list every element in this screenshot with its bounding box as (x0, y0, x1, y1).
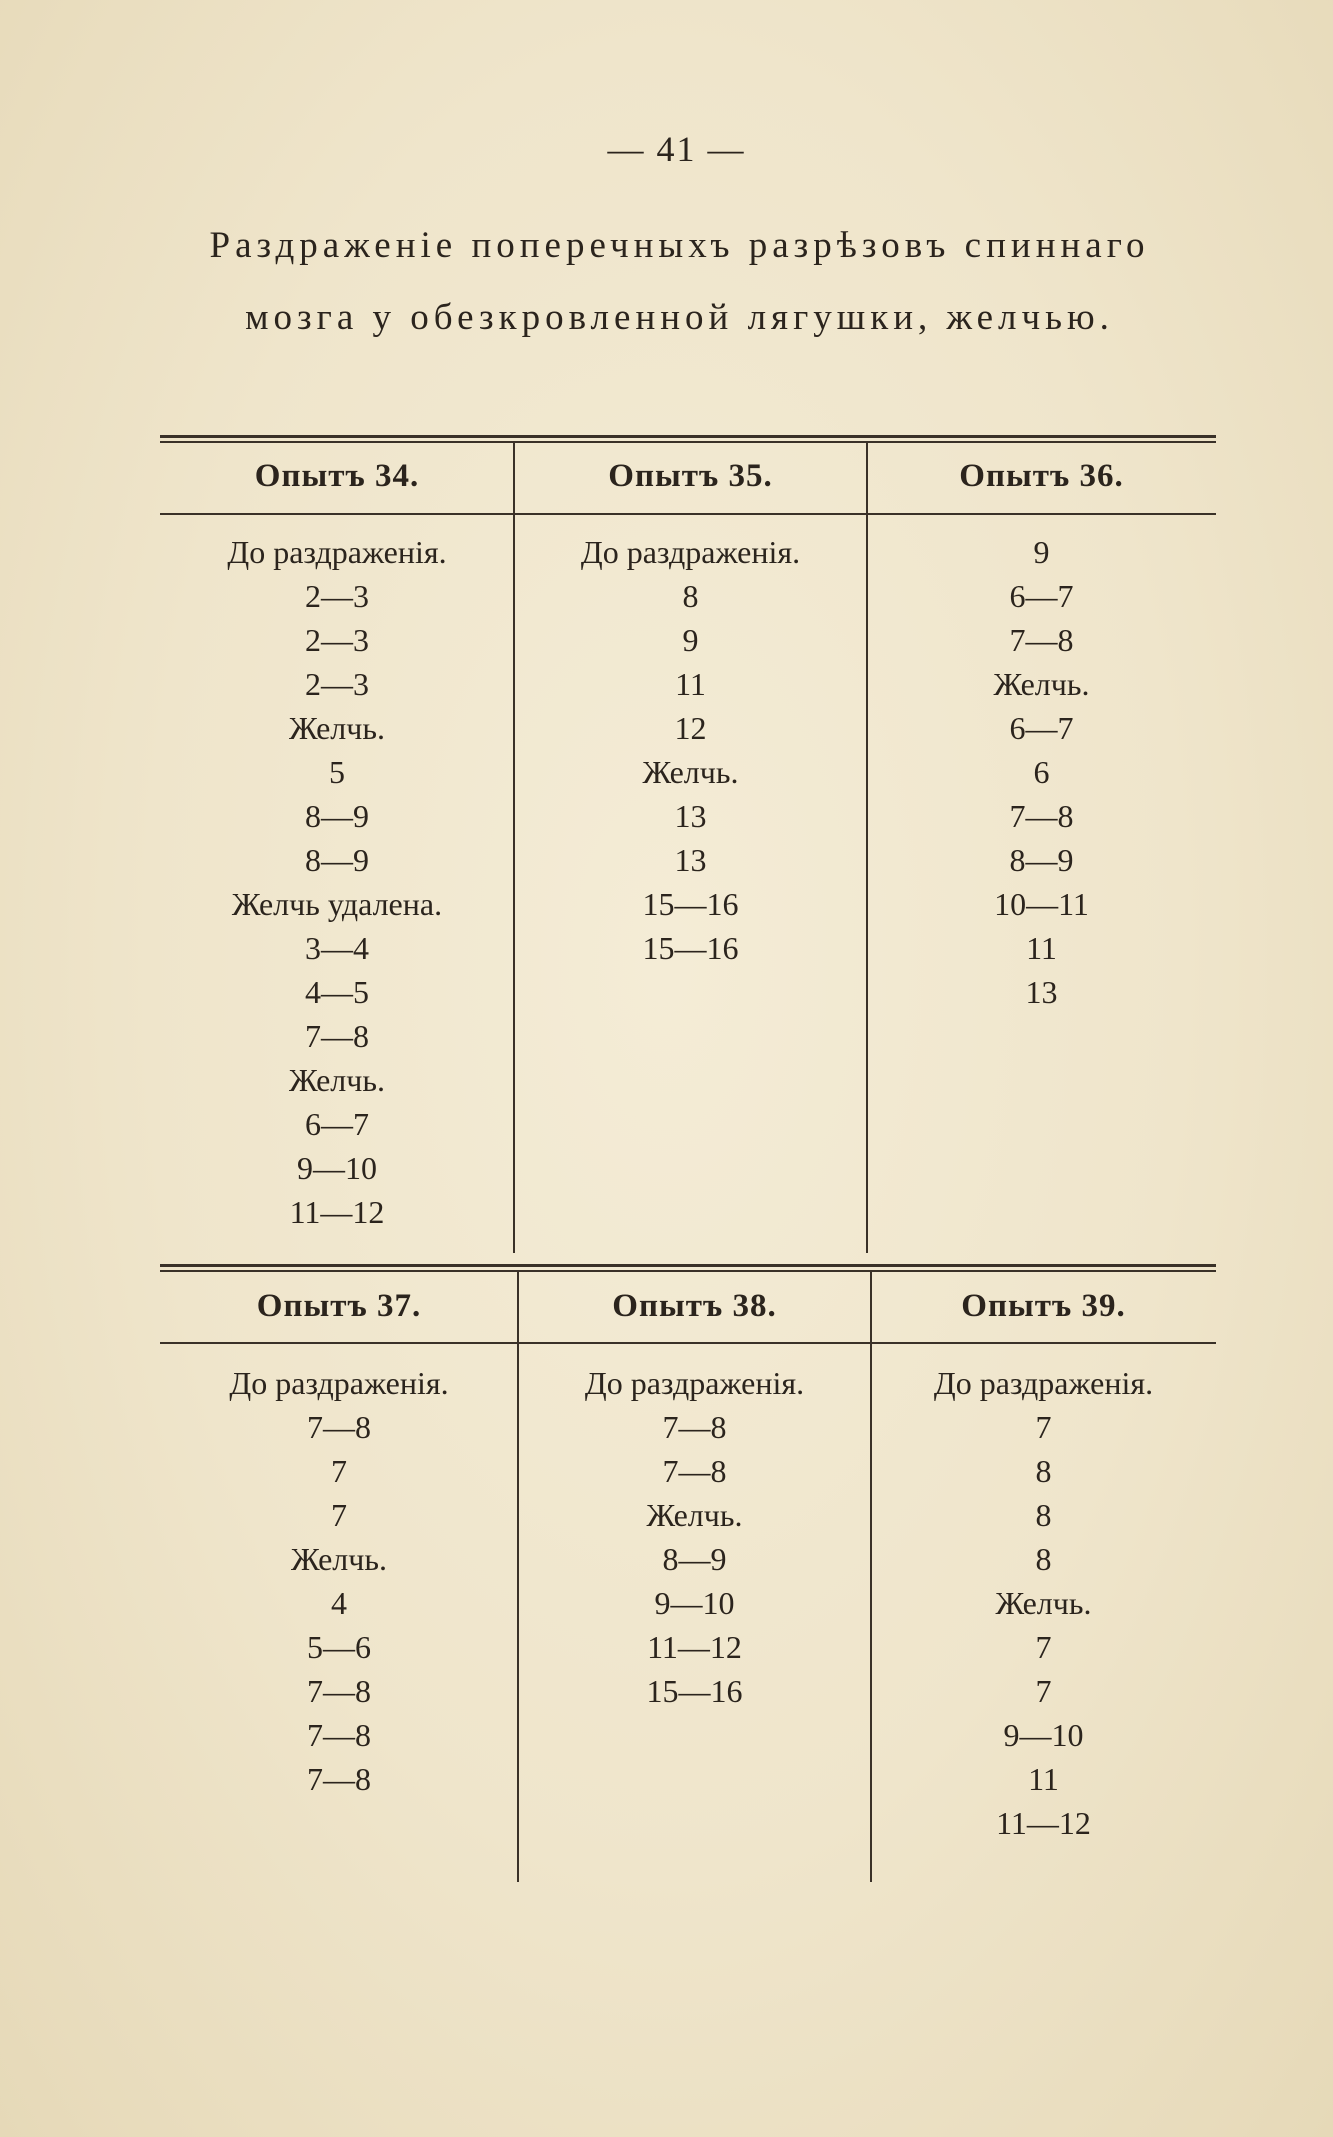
table-cell: 9—10 (654, 1585, 735, 1621)
column-experiment-37 (160, 1361, 518, 1801)
table-2-top-rule (160, 1264, 1216, 1267)
table-cell: 7—8 (307, 1761, 371, 1797)
table-cell: 2—3 (305, 622, 369, 658)
table-cell: 8 (1035, 1497, 1052, 1533)
table-cell: Желчь. (642, 754, 739, 790)
column-experiment-35 (514, 530, 867, 970)
table-2-header-rule (160, 1342, 1216, 1344)
table-cell: 8 (1035, 1541, 1052, 1577)
table-cell: 8 (682, 578, 699, 614)
table-cell: 15—16 (642, 886, 739, 922)
table-cell: 15—16 (646, 1673, 743, 1709)
table-cell: 8—9 (305, 798, 369, 834)
table-cell: 7—8 (305, 1018, 369, 1054)
table-cell: 11—12 (647, 1629, 742, 1665)
table-cell: Желчь. (289, 1062, 385, 1098)
table-cell: 13 (674, 842, 707, 878)
table-cell: 7—8 (1009, 622, 1074, 658)
table-1-header-rule (160, 513, 1216, 515)
table-cell: 13 (1025, 974, 1058, 1010)
column-experiment-38 (518, 1361, 871, 1713)
column-experiment-36 (867, 530, 1216, 1014)
table-cell: 12 (674, 710, 707, 746)
table-cell: 11 (1028, 1761, 1059, 1797)
title-line-2: мозга у обезкровленной лягушки, желчью. (245, 297, 1114, 338)
table-cell: 5—6 (307, 1629, 371, 1665)
table-cell: Желчь удалена. (231, 886, 443, 922)
table-cell: 7—8 (307, 1717, 371, 1753)
table-cell: 13 (674, 798, 707, 834)
table-cell: 7 (331, 1453, 347, 1489)
table-cell: Желчь. (993, 666, 1090, 702)
title-line-1: Раздраженіе поперечныхъ разрѣзовъ спиннаго (209, 225, 1150, 266)
table-cell: 7 (1035, 1629, 1052, 1665)
table-cell: До раздраженія. (580, 534, 801, 570)
table-cell: Желчь. (291, 1541, 387, 1577)
table-cell: 6—7 (305, 1106, 369, 1142)
table-cell: До раздраженія. (227, 534, 447, 570)
table-cell: 7—8 (307, 1673, 371, 1709)
table-cell: 7—8 (662, 1453, 727, 1489)
table-cell: 2—3 (305, 578, 369, 614)
table-cell: 9—10 (297, 1150, 377, 1186)
table-cell: 5 (329, 754, 345, 790)
table-cell: 8—9 (662, 1541, 727, 1577)
table-1-top-rule-inner (160, 441, 1216, 443)
table-cell: 7 (1035, 1673, 1052, 1709)
table-1-top-rule (160, 435, 1216, 438)
table-cell: 9—10 (1003, 1717, 1084, 1753)
table-cell: 9 (1033, 534, 1050, 570)
table-cell: 8—9 (1009, 842, 1074, 878)
table-cell: До раздраженія. (229, 1365, 449, 1401)
table-cell: 7 (331, 1497, 347, 1533)
table-cell: 11—12 (996, 1805, 1091, 1841)
table-cell: 4 (331, 1585, 347, 1621)
table-cell: До раздраженія. (584, 1365, 805, 1401)
table-cell: 7—8 (307, 1409, 371, 1445)
table-cell: 2—3 (305, 666, 369, 702)
table-cell: Желчь. (995, 1585, 1092, 1621)
table-cell: 11 (1026, 930, 1057, 966)
table-cell: 11—12 (289, 1194, 385, 1230)
table-cell: 11 (675, 666, 706, 702)
column-header-experiment-38: Опытъ 38. (612, 1288, 777, 1324)
column-experiment-34 (160, 530, 514, 1234)
table-2-top-rule-inner (160, 1270, 1216, 1272)
column-experiment-39 (871, 1361, 1216, 1845)
table-cell: 8—9 (305, 842, 369, 878)
table-cell: 3—4 (305, 930, 369, 966)
table-cell: 6—7 (1009, 710, 1074, 746)
table-cell: 15—16 (642, 930, 739, 966)
table-cell: 7 (1035, 1409, 1052, 1445)
page-number: — 41 — (607, 129, 746, 169)
column-header-experiment-37: Опытъ 37. (256, 1288, 422, 1324)
table-cell: 8 (1035, 1453, 1052, 1489)
table-cell: 6 (1033, 754, 1050, 790)
table-cell: 7—8 (1009, 798, 1074, 834)
table-cell: 7—8 (662, 1409, 727, 1445)
column-header-experiment-36: Опытъ 36. (959, 458, 1124, 494)
column-header-experiment-34: Опытъ 34. (254, 458, 420, 494)
table-cell: 10—11 (994, 886, 1089, 922)
table-cell: 9 (682, 622, 699, 658)
table-cell: 4—5 (305, 974, 369, 1010)
table-cell: Желчь. (289, 710, 385, 746)
table-cell: До раздраженія. (933, 1365, 1154, 1401)
table-cell: Желчь. (646, 1497, 743, 1533)
table-cell: 6—7 (1009, 578, 1074, 614)
column-header-experiment-39: Опытъ 39. (961, 1288, 1126, 1324)
column-header-experiment-35: Опытъ 35. (608, 458, 773, 494)
